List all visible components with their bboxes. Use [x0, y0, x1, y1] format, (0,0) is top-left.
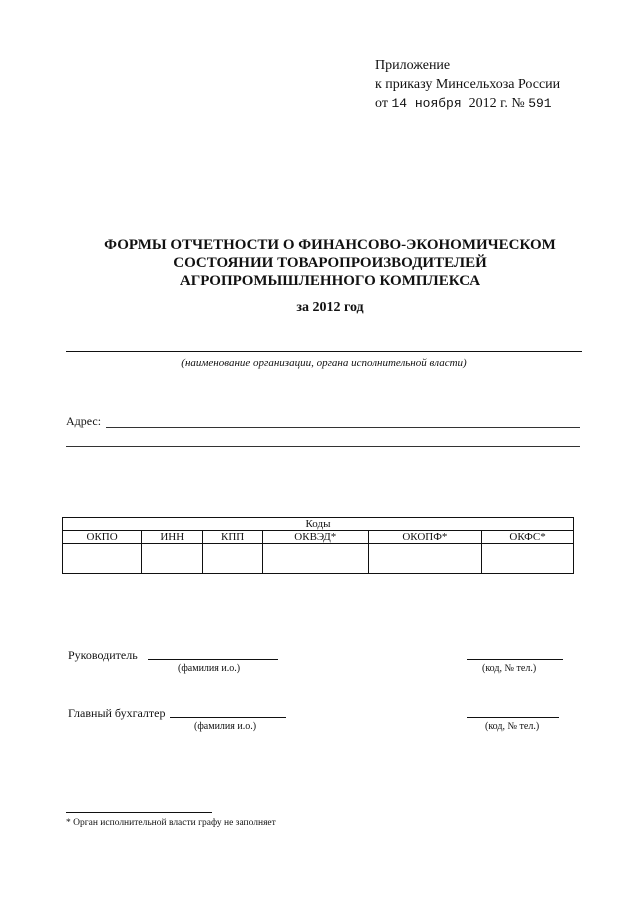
appendix-number: 591 — [528, 96, 552, 111]
appendix-from: от — [375, 96, 388, 111]
address-field-line-2[interactable] — [66, 446, 580, 447]
codes-column-headers — [63, 531, 574, 544]
appendix-block — [375, 56, 560, 113]
footnote: * Орган исполнительной власти графу не заполняет — [66, 818, 276, 828]
code-value-okfs[interactable] — [482, 544, 574, 574]
head-label: Руководитель — [68, 648, 138, 662]
code-col-okpo: ОКПО — [63, 531, 142, 544]
appendix-year: 2012 г. № — [468, 96, 525, 111]
address-field-line-1[interactable] — [106, 427, 580, 428]
title-line-3: АГРОПРОМЫШЛЕННОГО КОМПЛЕКСА — [179, 273, 481, 289]
accountant-name-caption: (фамилия и.о.) — [194, 721, 257, 732]
codes-header: Коды — [63, 518, 574, 531]
code-value-okpo[interactable] — [63, 544, 142, 574]
accountant-name-line[interactable] — [170, 717, 286, 718]
code-col-okved: ОКВЭД* — [262, 531, 368, 544]
code-value-okopf[interactable] — [368, 544, 481, 574]
codes-table — [62, 517, 574, 574]
accountant-phone-line[interactable] — [467, 717, 559, 718]
title-line-1: ФОРМЫ ОТЧЕТНОСТИ О ФИНАНСОВО-ЭКОНОМИЧЕСКОМ — [104, 237, 556, 253]
head-phone-line[interactable] — [467, 659, 563, 660]
report-period: за 2012 год — [296, 300, 364, 315]
organization-field-line[interactable] — [66, 351, 582, 352]
head-name-caption: (фамилия и.о.) — [178, 663, 241, 674]
appendix-line-1: Приложение — [375, 58, 451, 73]
code-col-okopf: ОКОПФ* — [368, 531, 481, 544]
appendix-line-3 — [375, 94, 560, 113]
codes-value-row — [63, 544, 574, 574]
code-value-okved[interactable] — [262, 544, 368, 574]
address-label: Адрес: — [66, 414, 102, 428]
appendix-date: 14 ноября — [391, 96, 462, 111]
footnote-divider — [66, 812, 212, 813]
document-title — [60, 236, 600, 290]
code-value-inn[interactable] — [142, 544, 203, 574]
code-col-kpp: КПП — [203, 531, 263, 544]
accountant-label: Главный бухгалтер — [68, 706, 166, 720]
head-phone-caption: (код, № тел.) — [482, 663, 537, 674]
accountant-phone-caption: (код, № тел.) — [485, 721, 540, 732]
appendix-line-2: к приказу Минсельхоза России — [375, 77, 561, 92]
head-name-line[interactable] — [148, 659, 278, 660]
code-col-inn: ИНН — [142, 531, 203, 544]
code-value-kpp[interactable] — [203, 544, 263, 574]
organization-caption: (наименование организации, органа исполнительной власти) — [181, 357, 467, 369]
code-col-okfs: ОКФС* — [482, 531, 574, 544]
title-line-2: СОСТОЯНИИ ТОВАРОПРОИЗВОДИТЕЛЕЙ — [173, 255, 487, 271]
